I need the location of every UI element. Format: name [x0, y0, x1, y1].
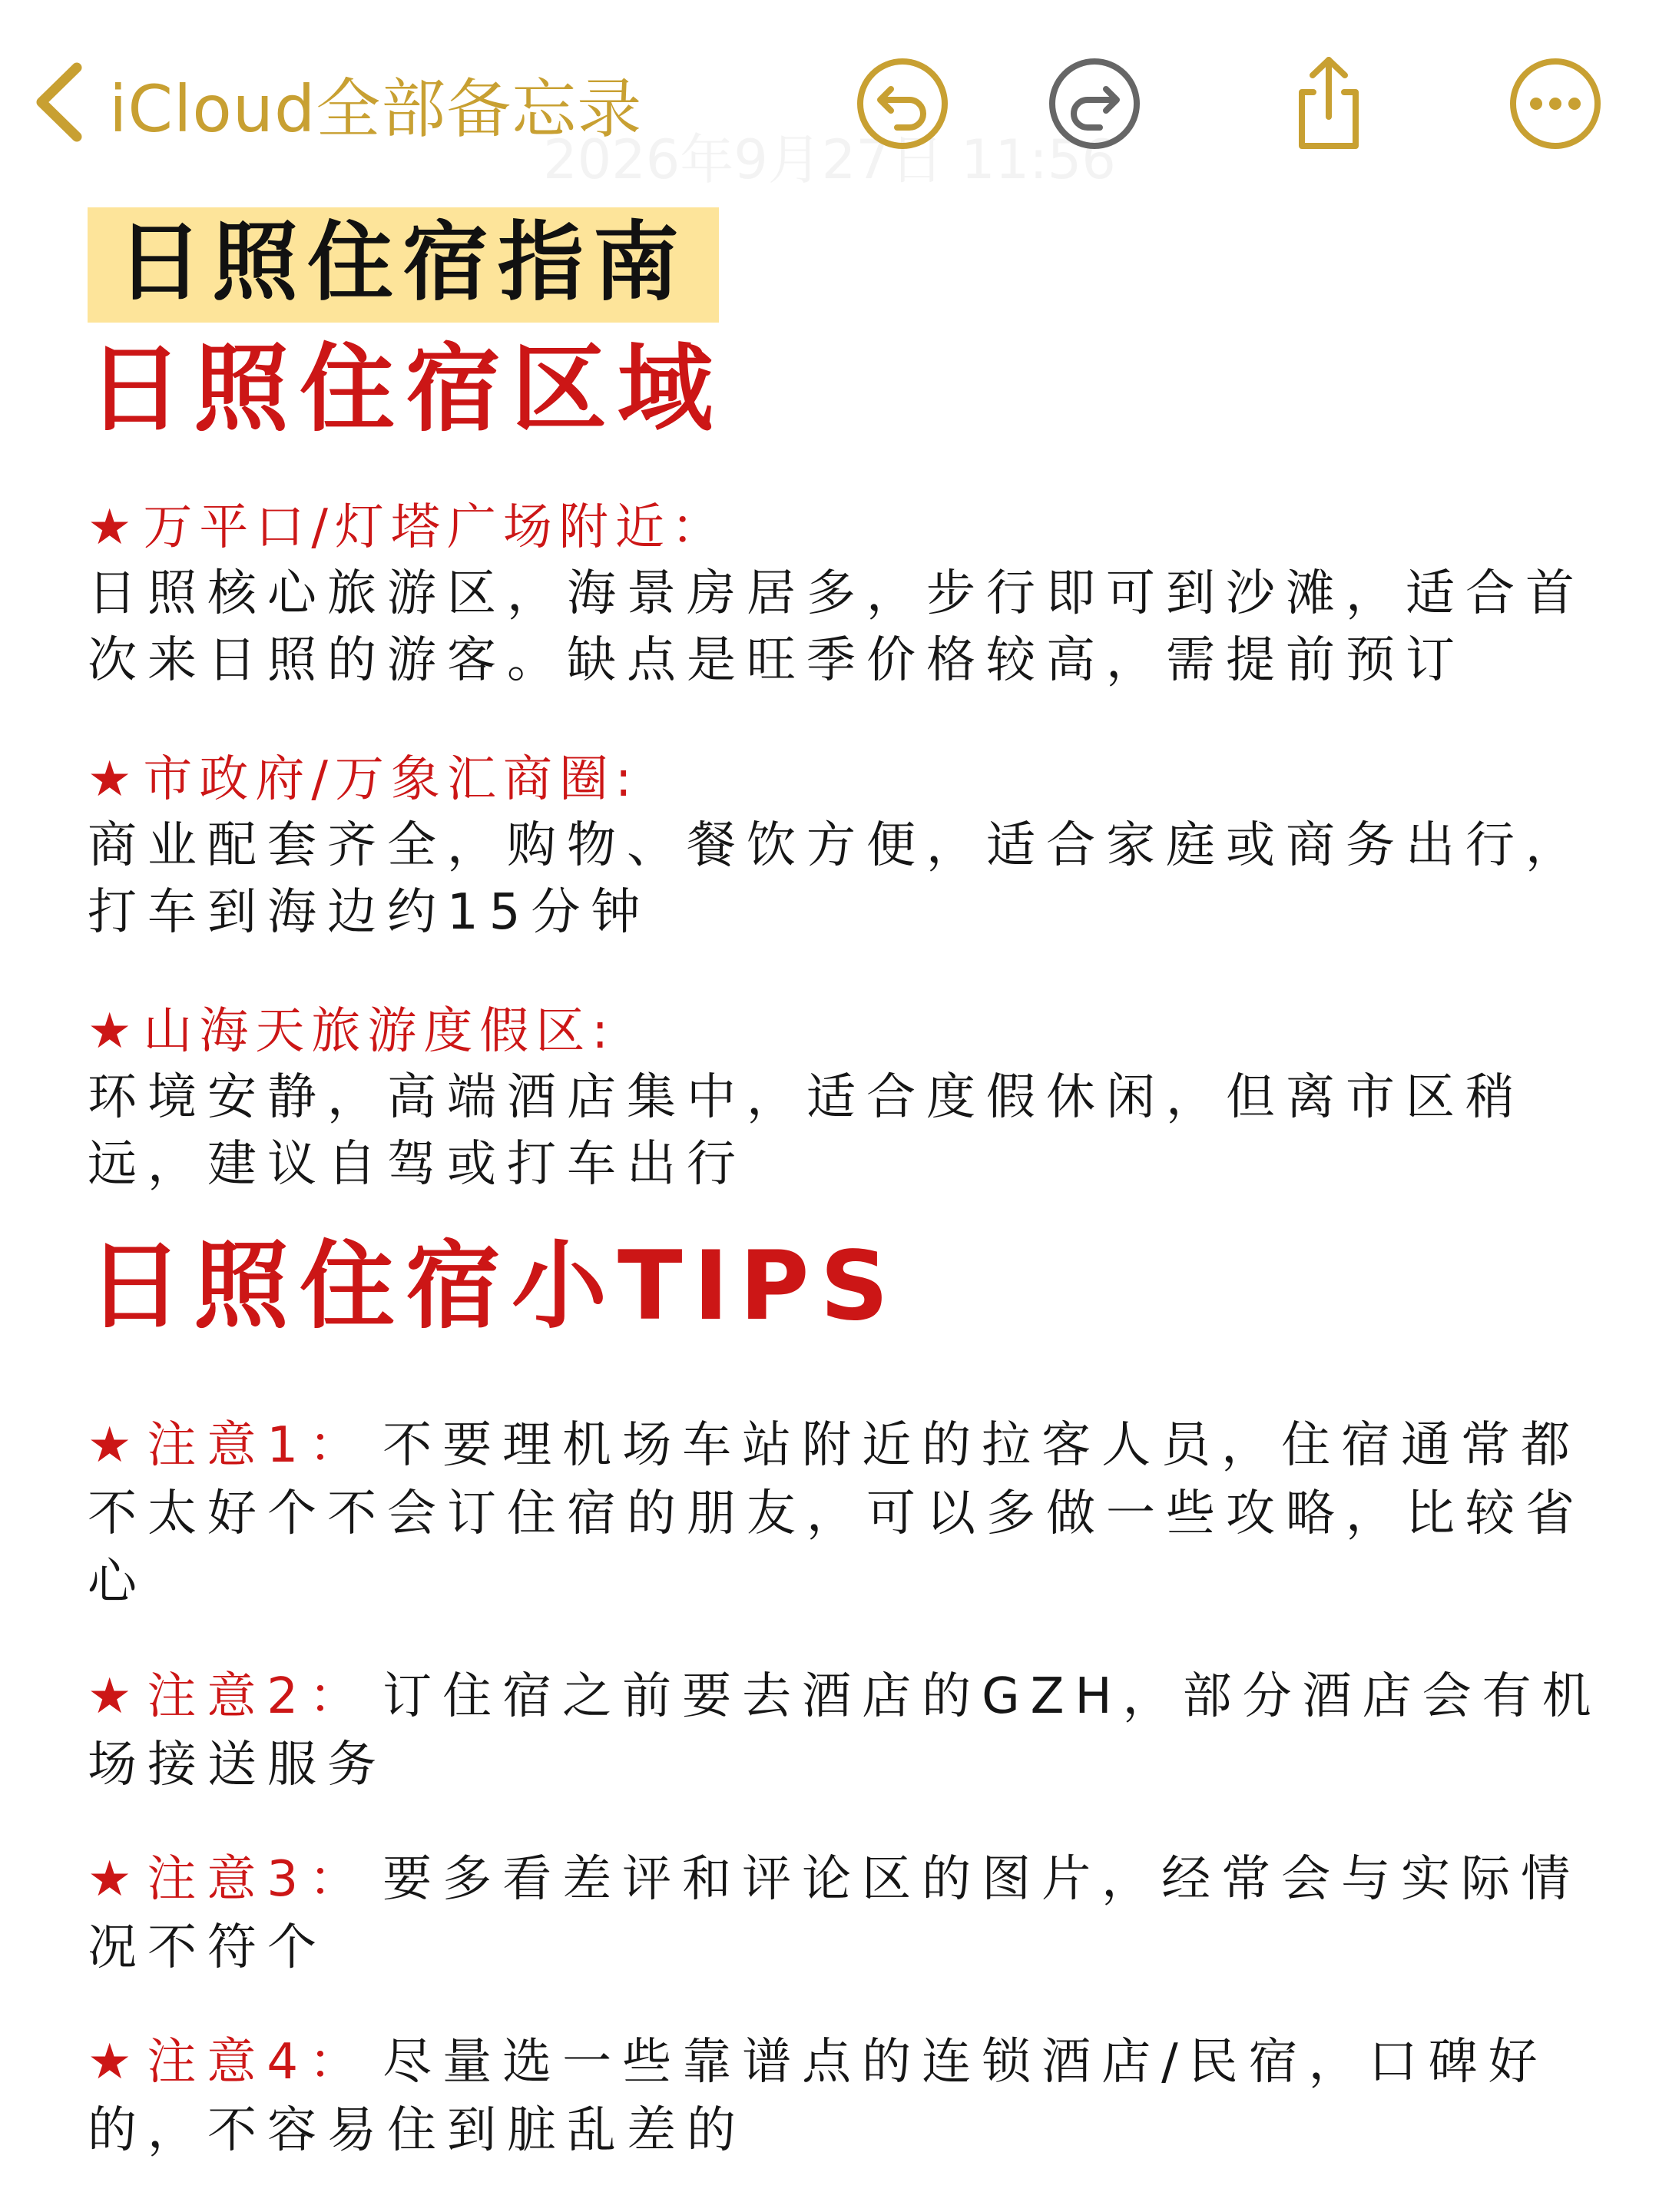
tip-label: 注意2：: [147, 1668, 369, 1725]
tip-text: 尽量选一些靠谱点的连锁酒店/民宿，口碑好的，不容易住到脏乱差的: [88, 2034, 1548, 2159]
tip-item: [88, 1412, 1631, 1617]
area-entry: [88, 998, 1593, 1198]
area-entry: [88, 747, 1593, 946]
area-entry-body: 环境安静，高端酒店集中，适合度假休闲，但离市区稍远，建议自驾或打车出行: [88, 1069, 1525, 1193]
back-label: iCloud全部备忘录: [109, 71, 643, 147]
section-heading-area: 日照住宿区域: [88, 334, 724, 445]
area-entry-title: 万平口/灯塔广场附近：: [143, 499, 727, 556]
note-date: 2026年9月27日 11:56: [543, 128, 1116, 191]
area-entry-title: 市政府/万象汇商圈:: [143, 751, 639, 808]
tip-text: 要多看差评和评论区的图片，经常会与实际情况不符个: [88, 1851, 1581, 1976]
star-icon: ★: [88, 2034, 143, 2091]
undo-button[interactable]: [853, 55, 952, 155]
area-entry-title: 山海天旅游度假区:: [143, 1003, 615, 1060]
redo-icon: [1045, 54, 1144, 157]
undo-icon: [853, 54, 952, 157]
star-icon: ★: [88, 751, 139, 808]
chevron-left-icon: [31, 60, 86, 147]
section-heading-tips: 日照住宿小TIPS: [88, 1231, 899, 1342]
tip-label: 注意1：: [147, 1417, 369, 1474]
note-title: 日照住宿指南: [88, 207, 719, 323]
tip-label: 注意3：: [147, 1851, 369, 1908]
redo-button[interactable]: [1045, 55, 1144, 155]
tip-text: 不要理机场车站附近的拉客人员，住宿通常都不太好个不会订住宿的朋友，可以多做一些攻略，比较省心: [88, 1417, 1585, 1611]
more-icon: [1505, 54, 1605, 157]
star-icon: ★: [88, 1003, 139, 1060]
back-button[interactable]: [31, 54, 642, 154]
area-entry: [88, 495, 1593, 694]
area-entry-body: 商业配套齐全，购物、餐饮方便，适合家庭或商务出行，打车到海边约15分钟: [88, 817, 1585, 941]
note-body[interactable]: [88, 207, 1602, 2165]
share-button[interactable]: [1279, 55, 1379, 155]
star-icon: ★: [88, 1668, 143, 1725]
tip-item: [88, 1846, 1631, 1982]
tip-item: [88, 2028, 1631, 2165]
share-icon: [1279, 54, 1379, 157]
tip-item: [88, 1663, 1631, 1800]
top-navigation-bar: [0, 0, 1659, 207]
more-button[interactable]: [1505, 55, 1605, 155]
tip-label: 注意4：: [147, 2034, 369, 2091]
tip-text: 订住宿之前要去酒店的GZH，部分酒店会有机场接送服务: [88, 1668, 1602, 1793]
star-icon: ★: [88, 1851, 143, 1908]
star-icon: ★: [88, 1417, 143, 1474]
star-icon: ★: [88, 499, 139, 556]
area-entry-body: 日照核心旅游区，海景房居多，步行即可到沙滩，适合首次来日照的游客。缺点是旺季价格较高，需提前预订: [88, 565, 1585, 689]
